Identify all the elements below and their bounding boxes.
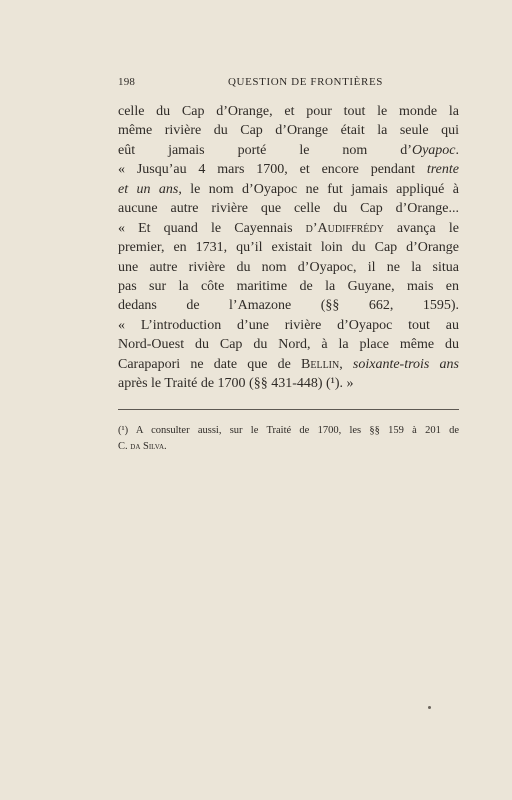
italic-text: Oyapoc — [411, 142, 456, 158]
text-run: Nord-Ouest du Cap du Nord, à la place même du — [118, 337, 459, 353]
small-caps-name: Bellin — [301, 356, 340, 372]
text-run: (¹) A consulter aussi, sur le Traité de 1700, les §§ 159 à 201 de — [118, 425, 459, 436]
text-run: . — [164, 441, 167, 452]
text-run: eût jamais porté le nom d’ — [118, 142, 412, 158]
text-line — [118, 277, 459, 296]
text-line — [118, 180, 459, 199]
small-caps-name: d’Audiffrédy — [305, 220, 384, 236]
text-run: premier, en 1731, qu’il existait loin du Cap d’Orange — [118, 240, 459, 256]
text-line — [118, 335, 459, 354]
page-header — [118, 76, 458, 92]
text-line — [118, 160, 459, 179]
text-line — [118, 199, 459, 218]
text-run: après le Traité de 1700 (§§ 431-448) (¹). » — [118, 376, 354, 392]
text-line — [118, 219, 459, 238]
footnote-line — [118, 439, 459, 455]
text-run: Carapapori ne date que de — [118, 356, 302, 372]
text-run: , le nom d’Oyapoc ne fut jamais appliqué à — [178, 181, 459, 197]
text-run: « L’introduction d’une rivière d’Oyapoc tout au — [118, 317, 459, 333]
text-run: aucune autre rivière que celle du Cap d’Orange... — [118, 201, 459, 217]
text-line — [118, 121, 459, 140]
text-line — [118, 316, 459, 335]
text-run: C. — [118, 441, 131, 452]
text-line — [118, 355, 459, 374]
main-text — [118, 102, 459, 394]
text-run: « Jusqu’au 4 mars 1700, et encore pendant — [118, 162, 427, 178]
text-line — [118, 296, 459, 315]
text-run: , — [339, 356, 353, 372]
small-caps-name: da Silva — [130, 441, 165, 452]
text-run: celle du Cap d’Orange, et pour tout le monde la — [118, 104, 459, 119]
text-line — [118, 141, 459, 160]
italic-text: et un ans — [118, 181, 179, 197]
text-line — [118, 102, 459, 121]
text-line — [118, 374, 459, 393]
text-run: même rivière du Cap d’Orange était la seule qui — [118, 123, 459, 139]
italic-text: trente — [426, 162, 459, 178]
text-line — [118, 258, 459, 277]
text-run: « Et quand le Cayennais — [118, 220, 306, 236]
footnote — [118, 423, 459, 455]
page-number: 198 — [118, 76, 136, 88]
text-run: . — [455, 142, 459, 158]
text-run: avança le — [383, 220, 459, 236]
text-run: une autre rivière du nom d’Oyapoc, il ne la situa — [118, 259, 459, 275]
footnote-line — [118, 423, 459, 439]
text-run: dedans de l’Amazone (§§ 662, 1595). — [118, 298, 459, 314]
footnote-rule — [118, 409, 459, 410]
paper-speck — [428, 706, 431, 709]
running-title: QUESTION DE FRONTIÈRES — [228, 76, 383, 88]
italic-text: soixante-trois ans — [352, 356, 459, 372]
text-run: pas sur la côte maritime de la Guyane, mais en — [118, 278, 459, 294]
text-line — [118, 238, 459, 257]
